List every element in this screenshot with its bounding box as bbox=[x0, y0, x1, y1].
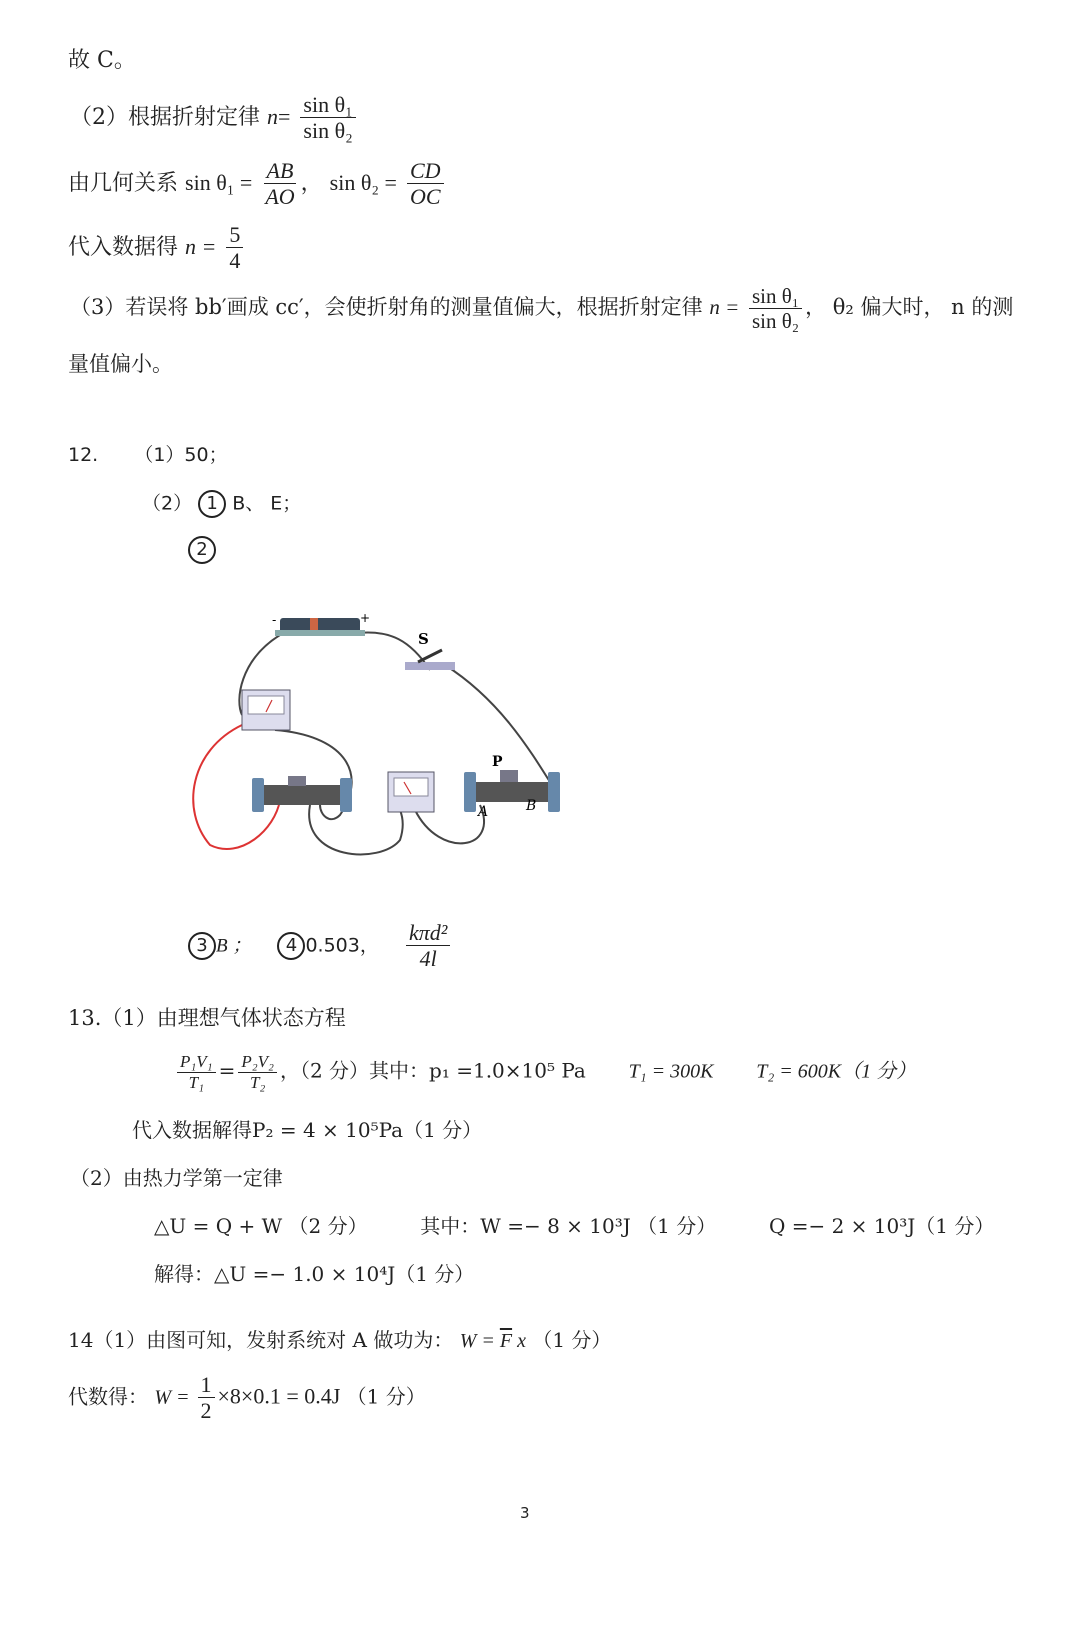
q14-score2: （1 分） bbox=[346, 1384, 426, 1409]
q14-sub-label: 代数得： bbox=[68, 1384, 148, 1409]
q12-number: 12. bbox=[68, 444, 99, 466]
resistivity-fraction bbox=[406, 920, 450, 972]
ab-numerator: AB bbox=[264, 158, 297, 184]
state-fraction-right bbox=[238, 1052, 277, 1092]
q13-sub-text: 代入数据解得P₂ = 4 × 10⁵Pa（1 分） bbox=[132, 1118, 483, 1142]
conclusion-text: 故 C。 bbox=[68, 48, 136, 73]
five-numerator: 5 bbox=[226, 222, 243, 248]
ab-ao-fraction bbox=[262, 158, 297, 210]
oc-denominator: OC bbox=[409, 184, 441, 210]
part3-denominator: sin θ₂ bbox=[751, 309, 800, 334]
cd-numerator: CD bbox=[407, 158, 444, 184]
right-denominator: T₂ bbox=[249, 1072, 266, 1092]
slider-label: P bbox=[492, 754, 503, 770]
sin2-lhs: sin θ₂ = bbox=[329, 169, 397, 195]
battery-plus-label: + bbox=[360, 611, 371, 625]
q14-w-lhs: W = bbox=[459, 1330, 500, 1352]
circled-3: 3 bbox=[188, 932, 216, 960]
heat-value: Q =− 2 × 10³J（1 分） bbox=[768, 1214, 995, 1238]
q11-part2-line bbox=[70, 92, 359, 144]
page-number-text: 3 bbox=[520, 1504, 530, 1522]
end-b-label: B bbox=[526, 798, 537, 814]
snell-fraction bbox=[300, 92, 355, 144]
circled-4: 4 bbox=[277, 932, 305, 960]
q12-part2-label: （2） bbox=[142, 492, 193, 515]
q12-part2-text: B、 E； bbox=[232, 492, 302, 515]
left-numerator: P₁V₁ bbox=[177, 1052, 216, 1073]
snell-denominator: sin θ₂ bbox=[303, 118, 353, 144]
q12-line2 bbox=[142, 490, 301, 518]
half-numerator: 1 bbox=[198, 1372, 215, 1398]
q11-part3-text: （3）若误将 bb′画成 cc′，会使折射角的测量值偏大，根据折射定律 bbox=[70, 295, 703, 320]
part3-snell-fraction bbox=[749, 284, 802, 333]
q13-first-law-line bbox=[154, 1214, 994, 1238]
q11-part3-continuation bbox=[68, 352, 173, 377]
end-a-label: A bbox=[478, 804, 489, 820]
t1-value: T₁ = 300K bbox=[628, 1060, 714, 1083]
q14-heading bbox=[68, 1328, 611, 1353]
geometry-comma: ， bbox=[300, 170, 323, 196]
part3-n-lhs: n = bbox=[709, 295, 740, 320]
half-fraction bbox=[198, 1372, 215, 1424]
battery bbox=[275, 618, 365, 636]
t2-value: T₂ = 600K（1 分） bbox=[756, 1060, 917, 1083]
right-numerator: P₂V₂ bbox=[238, 1052, 277, 1073]
q13-part2-text: （2）由热力学第一定律 bbox=[70, 1166, 283, 1190]
first-law: △U = Q + W （2 分） bbox=[154, 1214, 368, 1238]
switch bbox=[405, 650, 455, 670]
q13-heading-text: 13.（1）由理想气体状态方程 bbox=[68, 1006, 346, 1030]
page-number bbox=[520, 1504, 530, 1522]
substitution-label: 代入数据得 bbox=[68, 234, 179, 260]
q12-line1 bbox=[68, 444, 228, 467]
five-fourths-fraction bbox=[226, 222, 243, 274]
part3-tail: ， θ₂ 偏大时， n 的测 bbox=[805, 295, 1014, 320]
voltmeter bbox=[388, 772, 434, 812]
conclusion-line bbox=[68, 48, 136, 74]
snell-numerator: sin θ₁ bbox=[300, 92, 355, 118]
state-mid-text: ，（2 分）其中：p₁ =1.0×10⁵ Pa bbox=[279, 1058, 586, 1083]
q11-part3-line bbox=[70, 284, 1013, 333]
ammeter bbox=[242, 690, 290, 730]
q14-x: x bbox=[512, 1330, 526, 1352]
q11-substitution-line bbox=[68, 222, 246, 274]
battery-minus-label: - bbox=[272, 613, 277, 627]
q13-heading bbox=[68, 1006, 346, 1031]
q13-result bbox=[154, 1262, 474, 1286]
resistivity-numerator: kπd² bbox=[406, 920, 450, 946]
work-value: 其中：W =− 8 × 10³J （1 分） bbox=[420, 1214, 717, 1238]
q14-fbar: $\overline{F}$ bbox=[499, 1330, 513, 1352]
part3-cont-text: 量值偏小。 bbox=[68, 352, 173, 376]
state-equals: = bbox=[218, 1058, 236, 1083]
q13-substitution bbox=[132, 1118, 482, 1142]
four-denominator: 4 bbox=[229, 248, 241, 274]
circled-1: 1 bbox=[198, 490, 226, 518]
cd-oc-fraction bbox=[407, 158, 444, 210]
half-denominator: 2 bbox=[200, 1398, 212, 1424]
n-lhs: n = bbox=[185, 233, 217, 259]
part3-numerator: sin θ₁ bbox=[749, 284, 802, 309]
state-fraction-left bbox=[177, 1052, 216, 1092]
q12-line4 bbox=[188, 920, 453, 972]
q13-state-equation bbox=[174, 1052, 916, 1092]
q14-substitution bbox=[68, 1372, 426, 1424]
q11-part2-label: （2）根据折射定律 bbox=[70, 104, 260, 130]
equals-sign: = bbox=[278, 103, 291, 129]
q14-heading-text: 14（1）由图可知，发射系统对 A 做功为： bbox=[68, 1328, 454, 1352]
resistor bbox=[252, 776, 352, 812]
q12-part4-text: 0.503， bbox=[305, 934, 379, 957]
q14-score1: （1 分） bbox=[532, 1328, 612, 1352]
sin1-lhs: sin θ₁ = bbox=[185, 169, 253, 195]
switch-label: S bbox=[418, 630, 429, 648]
q14-sub-lhs: W = bbox=[154, 1386, 195, 1409]
q12-part3-text: B ； bbox=[216, 935, 252, 957]
q12-part1: （1）50； bbox=[134, 444, 228, 466]
resistivity-denominator: 4l bbox=[419, 946, 437, 972]
q11-geometry-line bbox=[68, 158, 447, 210]
n-symbol: n bbox=[267, 103, 278, 129]
ao-denominator: AO bbox=[265, 184, 295, 210]
circled-2: 2 bbox=[188, 536, 216, 564]
geometry-label: 由几何关系 bbox=[68, 170, 179, 196]
q13-result-text: 解得：△U =− 1.0 × 10⁴J（1 分） bbox=[154, 1262, 475, 1286]
q12-line3 bbox=[188, 536, 216, 564]
circuit-diagram bbox=[180, 600, 600, 880]
left-denominator: T₁ bbox=[188, 1072, 204, 1092]
q14-rest: ×8×0.1 = 0.4J bbox=[217, 1383, 341, 1409]
q13-part2-heading bbox=[70, 1166, 283, 1190]
